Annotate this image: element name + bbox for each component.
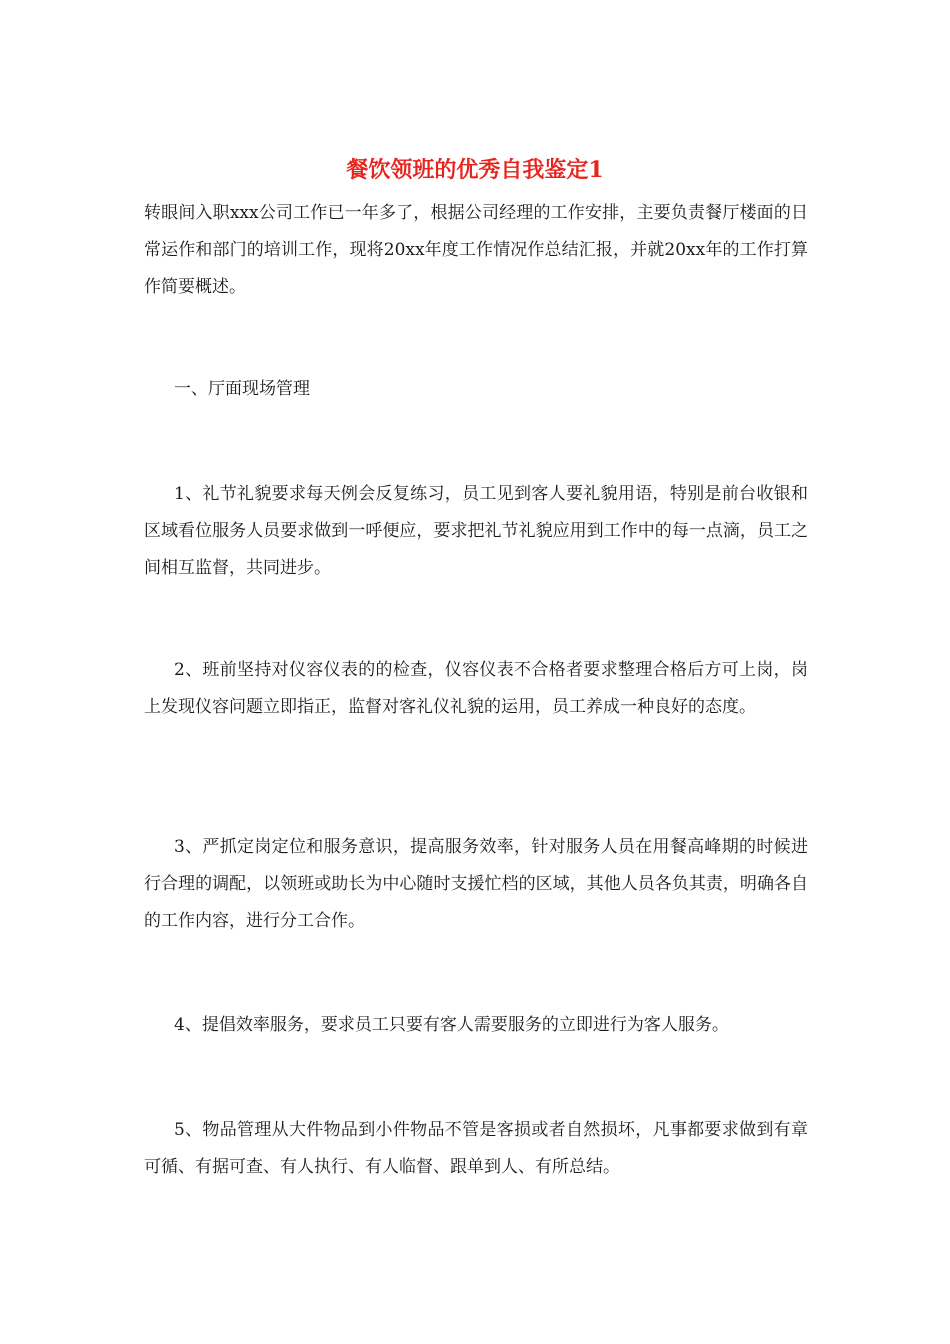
section-heading: 一、厅面现场管理 (174, 379, 310, 399)
list-item: 1、礼节礼貌要求每天例会反复练习，员工见到客人要礼貌用语，特别是前台收银和区域看位服务人员要求做到一呼便应，要求把礼节礼貌应用到工作中的每一点滴，员工之间相互监督，共同进步。 (144, 484, 808, 578)
list-item: 4、提倡效率服务，要求员工只要有客人需要服务的立即进行为客人服务。 (174, 1015, 729, 1035)
document-title: 餐饮领班的优秀自我鉴定1 (346, 157, 604, 183)
list-item: 3、严抓定岗定位和服务意识，提高服务效率，针对服务人员在用餐高峰期的时候进行合理的调配，以领班或助长为中心随时支援忙档的区域，其他人员各负其责，明确各自的工作内容，进行分工合作。 (144, 837, 808, 931)
list-item: 2、班前坚持对仪容仪表的的检查，仪容仪表不合格者要求整理合格后方可上岗，岗上发现仪容问题立即指正，监督对客礼仪礼貌的运用，员工养成一种良好的态度。 (144, 660, 808, 717)
list-item: 5、物品管理从大件物品到小件物品不管是客损或者自然损坏，凡事都要求做到有章可循、有据可查、有人执行、有人临督、跟单到人、有所总结。 (144, 1120, 808, 1177)
intro-paragraph: 转眼间入职xxx公司工作已一年多了，根据公司经理的工作安排，主要负责餐厅楼面的日常运作和部门的培训工作，现将20xx年度工作情况作总结汇报，并就20xx年的工作打算作简要概述。 (144, 203, 808, 297)
